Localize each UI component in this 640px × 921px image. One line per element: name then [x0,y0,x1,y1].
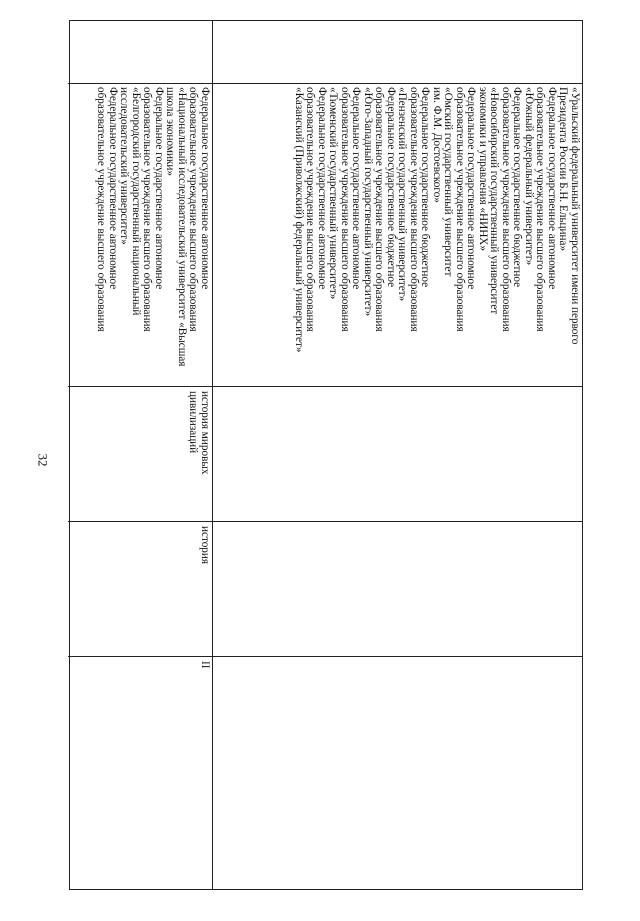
university-line: «Уральский федеральный университет имени первого [569,87,581,345]
university-line: образовательное учреждение высшего образования [373,87,386,332]
table-row [68,21,212,889]
table-container [69,20,583,890]
university-line: Федеральное государственное автономное [199,87,211,290]
university-line: экономики и управления «НИНХ» [477,87,489,251]
university-line: Федеральное государственное автономное [546,87,558,290]
university-line: «Новосибирский государственный университет [488,87,501,315]
level-text: II [199,661,211,669]
university-line: образовательное учреждение высшего образования [534,87,547,332]
university-line: образовательное учреждение высшего образования [141,87,154,332]
university-line: «Национальный исследовательский университет «Высшая [176,87,188,367]
university-line: исследовательский университет» [118,87,131,245]
university-line: образовательное учреждение высшего образования [304,87,317,332]
cell-level [213,656,582,891]
university-line: школа экономики» [164,87,177,176]
university-line: Федеральное государственное бюджетное [511,87,524,288]
university-line: им. Ф.М. Достоевского» [431,87,443,203]
table-row [212,21,582,889]
subject-line: история мировых [199,391,211,475]
university-line: Федеральное государственное бюджетное [419,87,432,288]
university-line: «Тюменский государственный университет» [327,87,340,300]
university-line: Федеральное государственное автономное [107,87,119,290]
university-line: Президента России Б.Н. Ельцина» [557,87,570,252]
cell-empty-left [213,21,582,83]
university-line: образовательное учреждение высшего образования [500,87,512,332]
university-line: образовательное учреждение высшего образования [95,87,108,332]
university-line: «Белгородский государственный национальный [130,87,142,316]
university-line: образовательное учреждение высшего образования [339,87,351,332]
profile-text: история [199,526,211,565]
cell-profile [213,521,582,656]
university-line: Федеральное государственное автономное [153,87,165,290]
page-number: 32 [35,453,51,467]
university-line: образовательное учреждение высшего образования [454,87,466,332]
university-line: «Юго-Западный государственный университет» [362,87,374,317]
university-line: Федеральное государственное автономное [350,87,363,290]
olympiad-table [69,20,583,890]
university-line: образовательное учреждение высшего образования [408,87,420,332]
university-line: Федеральное государственное бюджетное [385,87,397,288]
university-line: образовательное учреждение высшего образования [187,87,200,332]
cell-subject [213,386,582,521]
university-line: «Казанский (Приволжский) федеральный университет» [293,87,305,353]
subject-line: цивилизаций [187,391,200,454]
university-line: «Пензенский государственный университет» [396,87,409,302]
cell-subject [68,386,212,521]
cell-universities [68,83,212,386]
university-line: «Омский государственный университет [442,87,455,277]
university-line: Федеральное государственное автономное [465,87,478,290]
cell-universities [213,83,582,386]
university-line: Федеральное государственное автономное [316,87,328,290]
cell-level [68,656,212,891]
cell-empty-left [68,21,212,83]
university-line: «Южный федеральный университет» [523,87,535,266]
cell-profile [68,521,212,656]
